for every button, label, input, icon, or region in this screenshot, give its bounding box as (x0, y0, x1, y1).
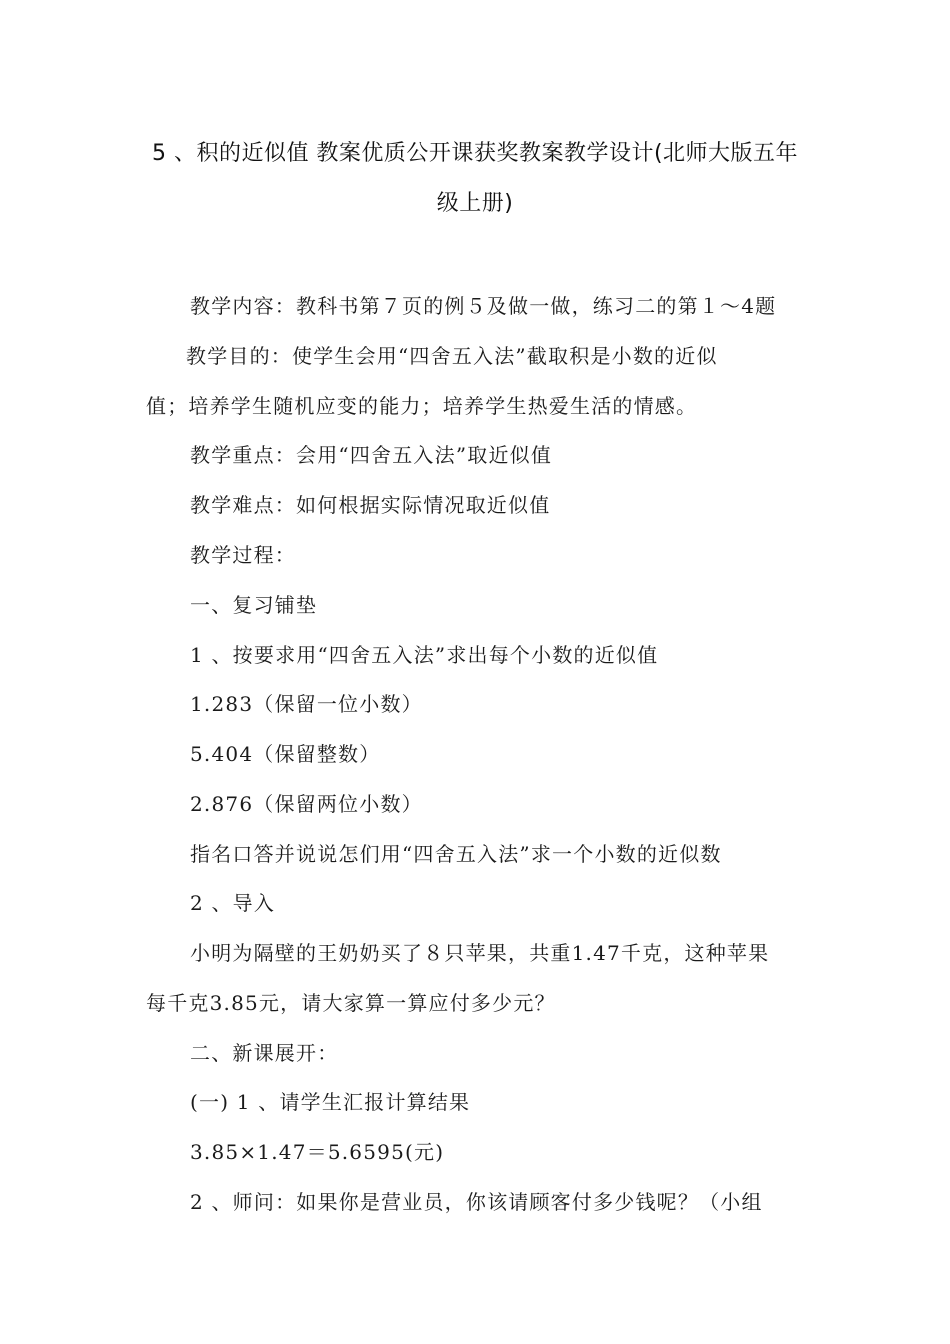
paragraph-line: 1.283（保留一位小数） (190, 692, 423, 716)
paragraph-line: 教学重点：会用“四舍五入法”取近似值 (190, 443, 553, 467)
paragraph-line: 每千克3.85元，请大家算一算应付多少元？ (146, 991, 556, 1015)
paragraph-line: 一、复习铺垫 (190, 593, 318, 617)
paragraph-line: (一) 1 、请学生汇报计算结果 (190, 1090, 471, 1114)
paragraph-line: 2.876（保留两位小数） (190, 792, 423, 816)
document-title-line-2: 级上册) (436, 191, 514, 216)
paragraph-line: 1 、按要求用“四舍五入法”求出每个小数的近似值 (190, 643, 659, 667)
paragraph-line: 教学目的：使学生会用“四舍五入法”截取积是小数的近似 (186, 344, 718, 368)
paragraph-line: 5.404（保留整数） (190, 742, 381, 766)
paragraph-line: 教学内容：教科书第７页的例５及做一做，练习二的第１～4题 (190, 294, 777, 318)
paragraph-line: 值；培养学生随机应变的能力；培养学生热爱生活的情感。 (146, 394, 698, 418)
paragraph-line: 3.85×1.47＝5.6595(元) (190, 1140, 445, 1164)
paragraph-line: 教学难点：如何根据实际情况取近似值 (190, 493, 551, 517)
paragraph-line: 指名口答并说说怎们用“四舍五入法”求一个小数的近似数 (190, 842, 722, 866)
paragraph-line: 2 、师问：如果你是营业员，你该请顾客付多少钱呢？（小组 (190, 1190, 763, 1214)
paragraph-line: 教学过程： (190, 543, 296, 567)
paragraph-line: 2 、导入 (190, 891, 276, 915)
paragraph-line: 二、新课展开： (190, 1041, 339, 1065)
document-title-line-1: 5 、积的近似值 教案优质公开课获奖教案教学设计(北师大版五年 (151, 141, 799, 166)
paragraph-line: 小明为隔壁的王奶奶买了８只苹果，共重1.47千克，这种苹果 (190, 941, 770, 965)
